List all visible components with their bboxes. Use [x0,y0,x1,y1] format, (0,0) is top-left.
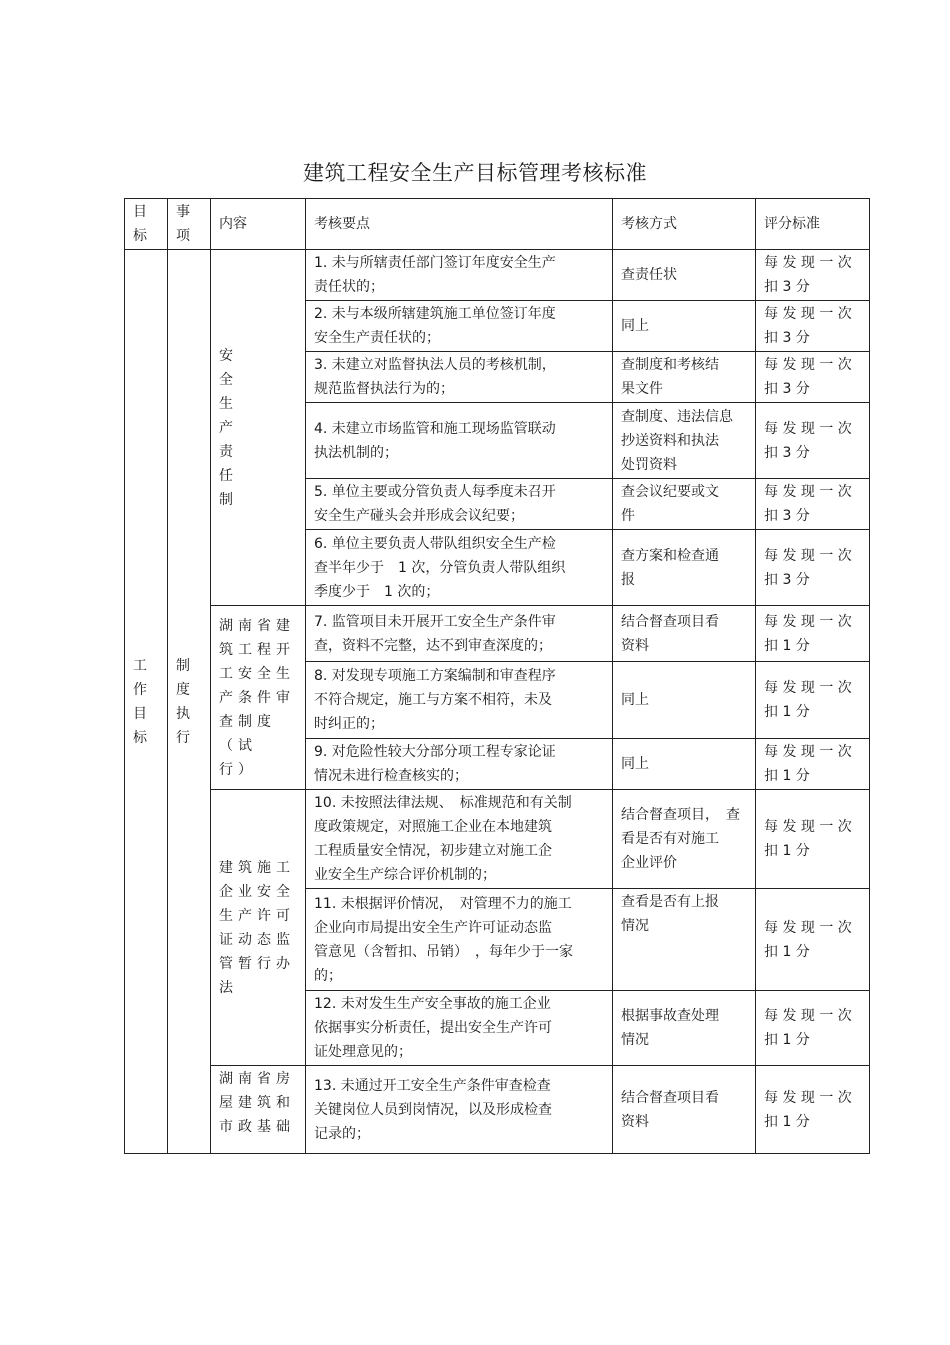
content-cell [211,1066,306,1154]
points-cell [306,301,613,352]
scoring-cell [756,889,870,991]
cell-line: 企业安全 [219,883,295,900]
cell-line: 执法机制的； [314,444,398,461]
points-cell [306,530,613,606]
cell-line: 结合督查项目看 [621,1089,719,1106]
cell-line: 8. 对发现专项施工方案编制和审查程序 [314,668,556,684]
cell-line: 报 [621,571,635,588]
cell-line: 管意见（含暂扣、吊销） ，每年少于一家 [314,943,573,960]
cell-line: 时纠正的； [314,716,384,732]
cell-line: 执 [176,705,190,722]
cell-line: 查责任状 [621,267,677,283]
cell-line: 扣 3 分 [764,571,810,588]
cell-line: 市政基础 [219,1119,295,1135]
cell-line: 2. 未与本级所辖建筑施工单位签订年度 [314,306,556,322]
content-cell [211,250,306,606]
cell-line: 湖南省建 [219,617,295,634]
cell-line: 扣 3 分 [764,444,810,461]
cell-line: 工安全生 [219,665,295,682]
goal-cell [125,250,168,1154]
points-cell [306,662,613,739]
standards-table [124,198,870,1154]
cell-line: 每 发 现 一 次 [764,255,852,271]
scoring-cell [756,991,870,1066]
points-cell [306,739,613,790]
cell-line: 抄送资料和执法 [621,432,719,449]
cell-line: 依据事实分析责任，提出安全生产许可 [314,1020,552,1036]
cell-line: 查半年少于 1 次，分管负责人带队组织 [314,559,566,576]
cell-line: 每 发 现 一 次 [764,613,852,630]
cell-line: 扣 1 分 [764,704,810,720]
cell-line: 度 [176,681,190,698]
cell-line: 5. 单位主要或分管负责人每季度未召开 [314,484,556,500]
cell-line: 扣 1 分 [764,768,810,784]
cell-line: 标 [133,729,147,746]
header-goal: 目 标 [125,199,168,250]
scoring-cell [756,301,870,352]
cell-line: 资料 [621,637,649,654]
cell-line: 产条件审 [219,689,295,706]
points-cell [306,790,613,889]
cell-line: 扣 1 分 [764,943,810,960]
cell-line: 扣 3 分 [764,381,810,397]
cell-line: 每 发 现 一 次 [764,484,852,500]
page-title: 建筑工程安全生产目标管理考核标准 [303,161,647,185]
scoring-cell [756,352,870,403]
method-cell [613,1066,756,1154]
method-cell [613,739,756,790]
cell-line: 查制度（试 [219,713,276,754]
cell-line: 筑工程开 [219,641,295,658]
cell-line: 同上 [621,756,649,772]
method-cell [613,790,756,889]
cell-line: 6. 单位主要负责人带队组织安全生产检 [314,535,556,552]
cell-line: 制 [176,657,190,674]
cell-line: 扣 1 分 [764,843,810,859]
cell-line: 业安全生产综合评价机制的； [314,867,496,883]
cell-line: 责 [219,443,233,460]
cell-line: 每 发 现 一 次 [764,744,852,760]
cell-line: 处罚资料 [621,456,677,473]
points-cell [306,991,613,1066]
cell-line: 扣 1 分 [764,637,810,654]
cell-line: 每 发 现 一 次 [764,306,852,322]
cell-line: 不符合规定，施工与方案不相符，未及 [314,692,552,708]
cell-line: 的； [314,967,342,984]
cell-line: 安全生产责任状的； [314,330,440,346]
header-method: 考核方式 [613,199,756,250]
cell-line: 9. 对危险性较大分部分项工程专家论证 [314,744,556,760]
points-cell [306,889,613,991]
cell-line: 企业向市局提出安全生产许可证动态监 [314,919,552,936]
method-cell [613,606,756,662]
cell-line: 企业评价 [621,855,677,871]
cell-line: 资料 [621,1113,649,1130]
cell-line: 查制度和考核结 [621,357,719,373]
cell-line: 13. 未通过开工安全生产条件审查检查 [314,1077,551,1094]
cell-line: 关键岗位人员到岗情况，以及形成检查 [314,1101,552,1118]
cell-line: 作 [133,681,147,698]
points-cell [306,250,613,301]
table-row [125,250,870,301]
cell-line: 查，资料不完整，达不到审查深度的； [314,637,552,654]
cell-line: 查方案和检查通 [621,547,719,564]
cell-line: 行） [219,761,257,778]
method-cell [613,530,756,606]
cell-line: 证动态监 [219,931,295,948]
cell-line: 查看是否有上报 [621,894,719,910]
header-item: 事 项 [168,199,211,250]
scoring-cell [756,1066,870,1154]
cell-line: 行 [176,729,190,746]
cell-line: 制 [219,491,233,508]
cell-line: 每 发 现 一 次 [764,1089,852,1106]
cell-line: 扣 1 分 [764,1032,810,1048]
points-cell [306,479,613,530]
cell-line: 扣 3 分 [764,279,810,295]
cell-line: 查制度、违法信息 [621,408,733,425]
cell-line: 任 [219,467,233,484]
scoring-cell [756,403,870,479]
cell-line: 10. 未按照法律法规、 标准规范和有关制 [314,795,572,811]
cell-line: 同上 [621,318,649,334]
cell-line: 建筑施工 [219,859,295,876]
cell-line: 4. 未建立市场监管和施工现场监管联动 [314,420,556,437]
cell-line: 管暂行办 [219,955,295,972]
header-row [125,199,870,250]
points-cell [306,606,613,662]
method-cell [613,250,756,301]
cell-line: 每 发 现 一 次 [764,819,852,835]
table-row [125,790,870,889]
cell-line: 产 [219,419,233,436]
cell-line: 每 发 现 一 次 [764,919,852,936]
scoring-cell [756,530,870,606]
method-cell [613,991,756,1066]
cell-line: 生 [219,395,233,412]
cell-line: 安 [219,347,233,364]
item-cell [168,250,211,1154]
table-row [125,1066,870,1154]
cell-line: 结合督查项目， 查 [621,807,740,823]
cell-line: 结合督查项目看 [621,613,719,630]
cell-line: 每 发 现 一 次 [764,1008,852,1024]
cell-line: 3. 未建立对监督执法人员的考核机制， [314,357,556,373]
cell-line: 同上 [621,692,649,708]
cell-line: 每 发 现 一 次 [764,547,852,564]
cell-line: 屋建筑和 [219,1095,295,1111]
scoring-cell [756,662,870,739]
cell-line: 记录的； [314,1125,370,1142]
method-cell [613,662,756,739]
content-cell [211,790,306,1066]
scoring-cell [756,250,870,301]
method-cell [613,403,756,479]
points-cell [306,352,613,403]
header-scoring: 评分标准 [756,199,870,250]
cell-line: 11. 未根据评价情况， 对管理不力的施工 [314,895,572,912]
method-cell [613,889,756,991]
cell-line: 法 [219,979,238,996]
cell-line: 1. 未与所辖责任部门签订年度安全生产 [314,255,556,271]
cell-line: 情况未进行检查核实的； [314,768,468,784]
cell-line: 12. 未对发生生产安全事故的施工企业 [314,996,551,1012]
cell-line: 查会议纪要或文 [621,484,719,500]
cell-line: 果文件 [621,381,663,397]
cell-line: 扣 3 分 [764,508,810,524]
cell-line: 根据事故查处理 [621,1008,719,1024]
scoring-cell [756,739,870,790]
header-points: 考核要点 [306,199,613,250]
cell-line: 看是否有对施工 [621,831,719,847]
method-cell [613,301,756,352]
cell-line: 扣 3 分 [764,330,810,346]
cell-line: 工程质量安全情况，初步建立对施工企 [314,843,552,859]
points-cell [306,1066,613,1154]
cell-line: 责任状的； [314,279,384,295]
header-content: 内容 [211,199,306,250]
cell-line: 7. 监管项目未开展开工安全生产条件审 [314,613,556,630]
cell-line: 目 [133,705,147,722]
cell-line: 件 [621,508,635,524]
scoring-cell [756,606,870,662]
cell-line: 全 [219,371,233,388]
content-cell [211,606,306,790]
cell-line: 季度少于 1 次的； [314,583,440,600]
method-cell [613,352,756,403]
cell-line: 度政策规定，对照施工企业在本地建筑 [314,819,552,835]
cell-line: 工 [133,657,147,674]
cell-line: 每 发 现 一 次 [764,420,852,437]
table-row [125,606,870,662]
cell-line: 每 发 现 一 次 [764,357,852,373]
points-cell [306,403,613,479]
cell-line: 生产许可 [219,907,295,924]
cell-line: 证处理意见的； [314,1044,412,1060]
cell-line: 安全生产碰头会并形成会议纪要； [314,508,524,524]
scoring-cell [756,479,870,530]
cell-line: 扣 1 分 [764,1113,810,1130]
method-cell [613,479,756,530]
cell-line: 规范监督执法行为的； [314,381,454,397]
cell-line: 湖南省房 [219,1071,295,1087]
cell-line: 每 发 现 一 次 [764,680,852,696]
scoring-cell [756,790,870,889]
cell-line: 情况 [621,1032,649,1048]
cell-line: 情况 [621,918,649,934]
